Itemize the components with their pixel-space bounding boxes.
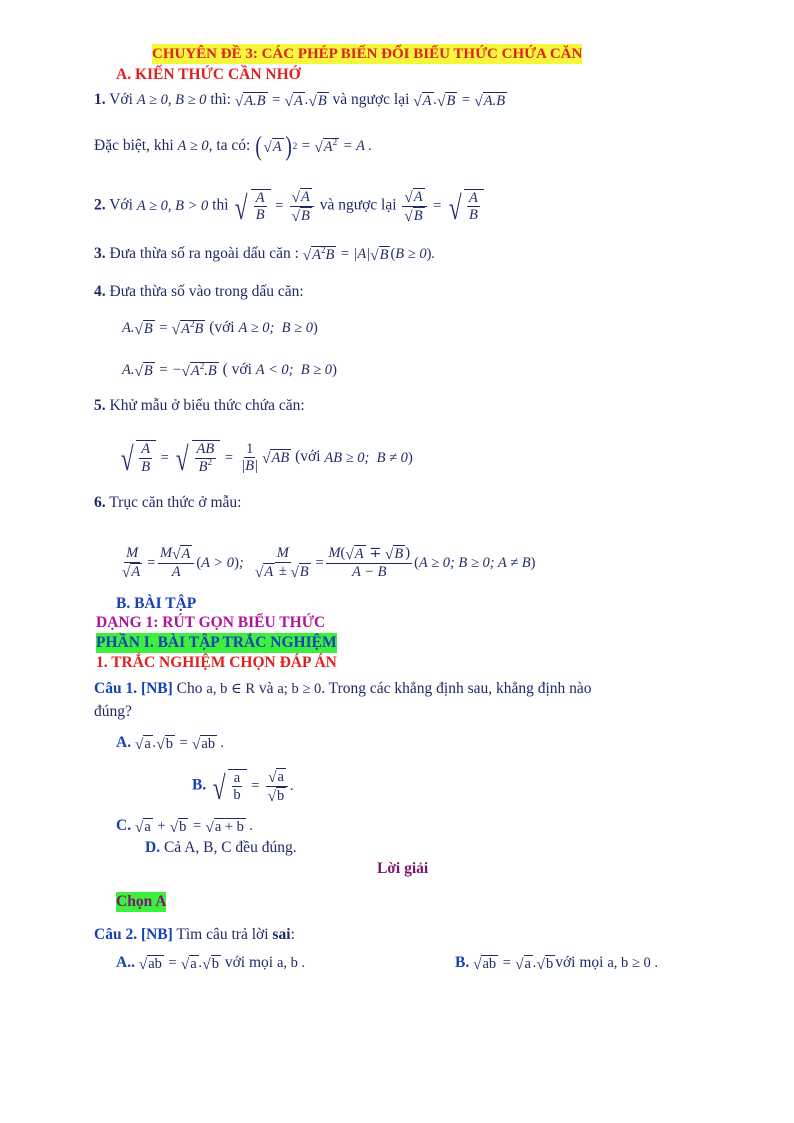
rule-2-converse-formula: √ A √ B = √ $\frac{A}{B}$	[400, 188, 483, 224]
rule-1-converse: và ngược lại	[332, 91, 410, 108]
question-2-option-a[interactable]: A.. √ ab = √ a . √ b với mọi a, b .	[116, 954, 306, 974]
rule-1-special	[94, 130, 372, 161]
question-1-option-d[interactable]	[145, 838, 297, 858]
option-b-label: B.	[192, 776, 207, 794]
rule-5-text: Khử mẫu ở biểu thức chứa căn:	[109, 397, 305, 414]
answer-badge: Chọn A	[116, 893, 167, 910]
q2-option-a-text: với mọi	[224, 954, 274, 971]
rule-4	[94, 282, 304, 302]
rule-3-formula: √ $A^2B$ = |A| √ B ( B ≥ 0 ) .	[302, 244, 436, 265]
option-c-label: C.	[116, 817, 132, 834]
rule-2-number: 2.	[94, 196, 106, 214]
rule-5	[94, 396, 305, 416]
rule-4-formula-1: A. √ B = √ $A^2B$ (với A ≥ 0; B ≥ 0 )	[122, 318, 318, 339]
question-1-option-b[interactable]: B. √ $\frac{a}{b}$ = √ a √ b .	[192, 769, 294, 807]
option-a-label: A.	[116, 734, 132, 751]
rule-3-number: 3.	[94, 245, 106, 262]
option-d-text: Cả A, B, C đều đúng.	[163, 839, 297, 856]
rule-1-condition: A ≥ 0, B ≥ 0	[136, 92, 207, 109]
rule-6	[94, 493, 241, 513]
rule-1	[94, 90, 507, 110]
q2-option-a-label: A..	[116, 954, 135, 971]
rule-1-formula: √ A.B = √ A . √ B	[234, 92, 327, 111]
q2-option-b-text: với mọi	[555, 954, 604, 971]
special-formula: ( √ A ) 2 = √ $A^2$ = A .	[255, 130, 372, 161]
rule-6-text: Trục căn thức ở mẫu:	[109, 494, 242, 511]
rule-1-converse-formula: √ A . √ B = √ A.B	[413, 92, 506, 111]
rule-2-formula: √ $\frac{A}{B}$ = √ A √ B	[232, 188, 315, 224]
rule-2-text: Với	[109, 196, 133, 214]
rule-4-with-1: (với	[209, 319, 235, 336]
rule-2-then: thì	[212, 196, 229, 214]
question-1: Câu 1. [NB] Cho a, b ∈ R và a; b ≥ 0 . Trong các khẳng định sau, khẳng định nào	[94, 680, 592, 698]
question-2-label: Câu 2. [NB]	[94, 926, 173, 943]
section-b-heading: B. BÀI TẬP	[116, 595, 197, 612]
question-1-option-c[interactable]: C. √ a + √ b = √ a + b .	[116, 817, 254, 837]
special-text-2: , ta có:	[208, 136, 251, 154]
rule-1-then: thì:	[210, 91, 231, 108]
page-title: CHUYÊN ĐỀ 3: CÁC PHÉP BIẾN ĐỔI BIỂU THỨC CHỨA CĂN	[152, 46, 583, 62]
question-2-text: Tìm câu trả lời	[176, 926, 269, 943]
question-2-bold: sai	[272, 926, 291, 943]
special-text: Đặc biệt, khi	[94, 136, 174, 154]
question-1-text: Cho	[176, 680, 203, 697]
solution-heading: Lời giải	[377, 860, 429, 877]
rule-5-number: 5.	[94, 397, 106, 414]
rule-2	[94, 188, 484, 227]
subsection-1-heading: 1. TRẮC NGHIỆM CHỌN ĐÁP ÁN	[96, 654, 337, 671]
question-1-option-a[interactable]: A. √ a . √ b = √ ab .	[116, 734, 225, 754]
rule-5-formula: √ $\frac{A}{B}$ = √ $\frac{AB}{B^2}$ = $\frac{1}{|B|}$ √ AB (với AB ≥ 0; B ≠ 0 )	[120, 440, 413, 479]
section-a-heading: A. KIẾN THỨC CẦN NHỚ	[116, 66, 301, 83]
rule-6-formula: M √ A = M √ A A ( A > 0 ) ; M √ A ± √ B = M( √ A ∓ √ B ) A − B ( A ≥ 0; B ≥ 0; A ≠ B )	[122, 545, 536, 582]
question-2-option-b[interactable]: B. √ ab = √ a . √ b với mọi a, b ≥ 0 .	[455, 954, 658, 974]
option-d-label: D.	[145, 839, 161, 856]
rule-4-text: Đưa thừa số vào trong dấu căn:	[109, 283, 304, 300]
phan-1-heading: PHẦN I. BÀI TẬP TRẮC NGHIỆM	[96, 634, 337, 651]
rule-3	[94, 244, 435, 264]
rule-5-with: (với	[295, 448, 321, 466]
q2-option-b-label: B.	[455, 954, 470, 971]
rule-6-number: 6.	[94, 494, 106, 511]
rule-4-with-2: ( với	[222, 361, 252, 378]
rule-4-formula-2: A. √ B = − √ $A^2.B$ ( với A < 0; B ≥ 0 )	[122, 360, 337, 381]
question-2-colon: :	[290, 926, 295, 943]
rule-4-number: 4.	[94, 283, 106, 300]
rule-2-condition: A ≥ 0, B > 0	[136, 198, 209, 215]
dang-1-heading: DẠNG 1: RÚT GỌN BIỂU THỨC	[96, 614, 326, 631]
question-1-text-2: . Trong các khẳng định sau, khẳng định nào	[321, 680, 592, 697]
rule-1-text: Với	[109, 91, 133, 108]
rule-3-text: Đưa thừa số ra ngoài dấu căn :	[109, 245, 299, 262]
special-condition: A ≥ 0	[177, 138, 209, 155]
question-2	[94, 925, 295, 945]
question-1-and: và	[258, 680, 274, 697]
rule-2-converse: và ngược lại	[319, 196, 397, 214]
rule-1-number: 1.	[94, 91, 106, 108]
question-1-text-3: đúng?	[94, 703, 132, 720]
question-1-label: Câu 1. [NB]	[94, 680, 173, 697]
